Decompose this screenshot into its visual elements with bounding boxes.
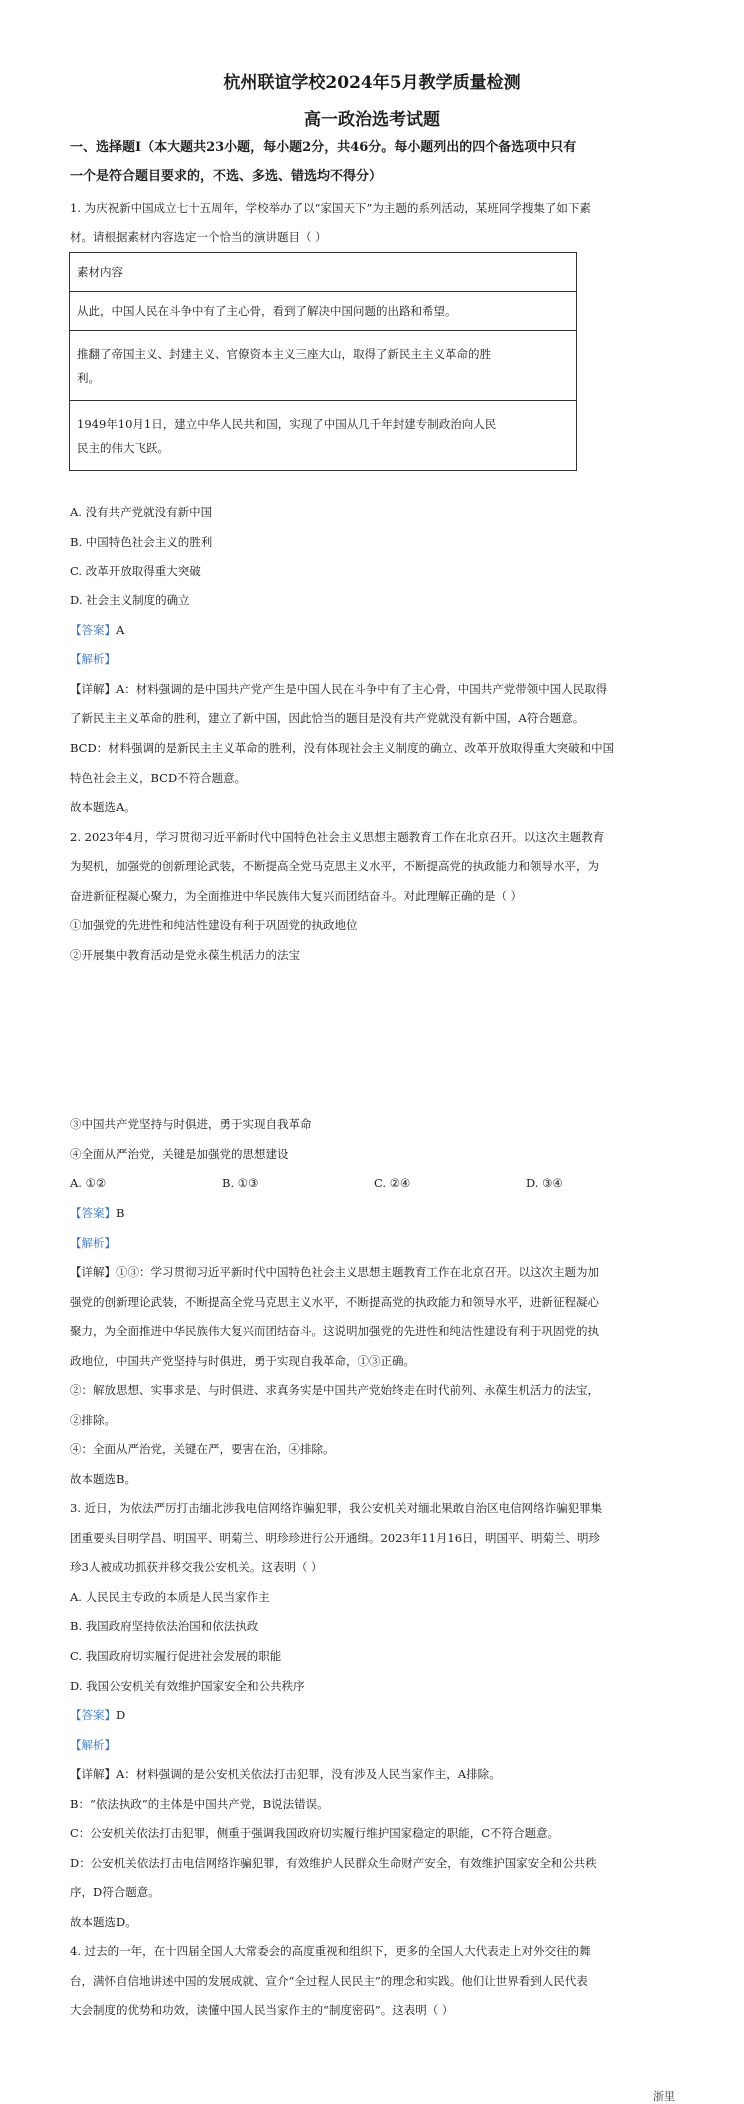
page-footer-mark: 浙里 <box>653 2090 675 2103</box>
q1-stem-line-1: 1. 为庆祝新中国成立七十五周年，学校举办了以“家国天下”为主题的系列活动，某班同学搜集了如下素 <box>70 201 591 215</box>
table-header-cell: 素材内容 <box>70 253 577 292</box>
q2-option-a: A. ①② <box>70 1176 107 1190</box>
q1-option-b: B. 中国特色社会主义的胜利 <box>70 535 213 549</box>
q3-stem-line-1: 3. 近日，为依法严厉打击缅北涉我电信网络诈骗犯罪，我公安机关对缅北果敢自治区电信网络诈骗犯罪集 <box>70 1501 603 1515</box>
q1-detail-line-4: 特色社会主义，BCD不符合题意。 <box>70 771 247 785</box>
q2-stem-line-3: 奋进新征程凝心聚力，为全面推进中华民族伟大复兴而团结奋斗。对此理解正确的是（ ） <box>70 889 523 903</box>
q3-detail-line-6: 故本题选D。 <box>70 1915 137 1929</box>
q3-detail-line-1: 【详解】A：材料强调的是公安机关依法打击犯罪，没有涉及人民当家作主，A排除。 <box>70 1767 501 1781</box>
table-row <box>70 331 577 401</box>
q2-analysis-label: 【解析】 <box>70 1236 116 1250</box>
q4-stem-line-3: 大会制度的优势和功效，读懂中国人民当家作主的“制度密码”。这表明（ ） <box>70 2003 454 2017</box>
q2-detail-line-7: ④：全面从严治党，关键在严，要害在治，④排除。 <box>70 1442 335 1456</box>
q1-detail-line-5: 故本题选A。 <box>70 800 136 814</box>
table-cell: 1949年10月1日，建立中华人民共和国，实现了中国从几千年封建专制政治向人民 民主的伟大飞跃。 <box>70 401 577 471</box>
q1-option-c: C. 改革开放取得重大突破 <box>70 564 201 578</box>
q2-stem-line-2: 为契机，加强党的创新理论武装，不断提高全党马克思主义水平，不断提高党的执政能力和领导水平，为 <box>70 859 599 873</box>
section-heading-line-2: 一个是符合题目要求的，不选、多选、错选均不得分） <box>70 169 383 184</box>
q3-stem-line-3: 珍3人被成功抓获并移交我公安机关。这表明（ ） <box>70 1560 323 1574</box>
q3-detail-line-3: C：公安机关依法打击犯罪，侧重于强调我国政府切实履行维护国家稳定的职能，C不符合题意。 <box>70 1826 560 1840</box>
q3-analysis-label: 【解析】 <box>70 1738 116 1752</box>
q3-option-b: B. 我国政府坚持依法治国和依法执政 <box>70 1619 259 1633</box>
q3-option-a: A. 人民民主专政的本质是人民当家作主 <box>70 1590 270 1604</box>
q1-analysis-label: 【解析】 <box>70 652 116 666</box>
section-heading-line-1: 一、选择题Ⅰ（本大题共23小题，每小题2分，共46分。每小题列出的四个备选项中只有 <box>70 140 577 155</box>
q3-stem-line-2: 团重要头目明学昌、明国平、明菊兰、明珍珍进行公开通缉。2023年11月16日，明国平、明菊兰、明珍 <box>70 1531 601 1545</box>
q3-answer: 【答案】D <box>70 1708 126 1722</box>
q2-option-d: D. ③④ <box>526 1176 563 1190</box>
q1-stem-line-2: 材。请根据素材内容选定一个恰当的演讲题目（ ） <box>70 230 327 244</box>
q2-detail-line-4: 政地位，中国共产党坚持与时俱进，勇于实现自我革命，①③正确。 <box>70 1354 415 1368</box>
q2-answer: 【答案】B <box>70 1206 125 1220</box>
q2-statement-4: ④全面从严治党，关键是加强党的思想建设 <box>70 1147 289 1161</box>
q1-option-d: D. 社会主义制度的确立 <box>70 593 190 607</box>
q2-option-c: C. ②④ <box>374 1176 411 1190</box>
q2-detail-line-5: ②：解放思想、实事求是、与时俱进、求真务实是中国共产党始终走在时代前列、永葆生机活力的法宝， <box>70 1383 599 1397</box>
table-row <box>70 292 577 331</box>
q2-option-b: B. ①③ <box>222 1176 259 1190</box>
q3-option-c: C. 我国政府切实履行促进社会发展的职能 <box>70 1649 282 1663</box>
q2-statement-2: ②开展集中教育活动是党永葆生机活力的法宝 <box>70 948 300 962</box>
q2-statement-3: ③中国共产党坚持与时俱进，勇于实现自我革命 <box>70 1117 312 1131</box>
q1-detail-line-3: BCD：材料强调的是新民主主义革命的胜利，没有体现社会主义制度的确立、改革开放取得重大突破和中国 <box>70 741 615 755</box>
table-cell: 从此，中国人民在斗争中有了主心骨，看到了解决中国问题的出路和希望。 <box>70 292 577 331</box>
q3-detail-line-4: D：公安机关依法打击电信网络诈骗犯罪，有效维护人民群众生命财产安全，有效维护国家安全和公共秩 <box>70 1856 597 1870</box>
q2-stem-line-1: 2. 2023年4月，学习贯彻习近平新时代中国特色社会主义思想主题教育工作在北京召开。以这次主题教育 <box>70 830 605 844</box>
q2-detail-line-2: 强党的创新理论武装，不断提高全党马克思主义水平，不断提高党的执政能力和领导水平，进新征程凝心 <box>70 1295 599 1309</box>
q1-detail-line-2: 了新民主主义革命的胜利，建立了新中国，因此恰当的题目是没有共产党就没有新中国，A符合题意。 <box>70 711 585 725</box>
q2-detail-line-3: 聚力，为全面推进中华民族伟大复兴而团结奋斗。这说明加强党的先进性和纯洁性建设有利于巩固党的执 <box>70 1324 599 1338</box>
q4-stem-line-1: 4. 过去的一年，在十四届全国人大常委会的高度重视和组织下，更多的全国人大代表走上对外交往的舞 <box>70 1944 591 1958</box>
q2-statement-1: ①加强党的先进性和纯洁性建设有利于巩固党的执政地位 <box>70 918 358 932</box>
q1-option-a: A. 没有共产党就没有新中国 <box>70 505 213 519</box>
q2-detail-line-6: ②排除。 <box>70 1413 116 1427</box>
q2-detail-line-8: 故本题选B。 <box>70 1472 136 1486</box>
q3-option-d: D. 我国公安机关有效维护国家安全和公共秩序 <box>70 1679 305 1693</box>
q1-detail-line-1: 【详解】A：材料强调的是中国共产党产生是中国人民在斗争中有了主心骨，中国共产党带领中国人民取得 <box>70 682 608 696</box>
table-cell: 推翻了帝国主义、封建主义、官僚资本主义三座大山，取得了新民主主义革命的胜 利。 <box>70 331 577 401</box>
q3-detail-line-5: 序，D符合题意。 <box>70 1885 160 1899</box>
q1-material-table <box>69 252 577 471</box>
q4-stem-line-2: 台，满怀自信地讲述中国的发展成就、宣介“全过程人民民主”的理念和实践。他们让世界看到人民代表 <box>70 1974 588 1988</box>
page-subtitle: 高一政治选考试题 <box>304 110 440 130</box>
q1-answer: 【答案】A <box>70 623 125 637</box>
table-row <box>70 253 577 292</box>
table-row <box>70 401 577 471</box>
q2-detail-line-1: 【详解】①③：学习贯彻习近平新时代中国特色社会主义思想主题教育工作在北京召开。以这次主题为加 <box>70 1265 599 1279</box>
q3-detail-line-2: B：“依法执政”的主体是中国共产党，B说法错误。 <box>70 1797 329 1811</box>
page-title: 杭州联谊学校2024年5月教学质量检测 <box>223 73 521 93</box>
